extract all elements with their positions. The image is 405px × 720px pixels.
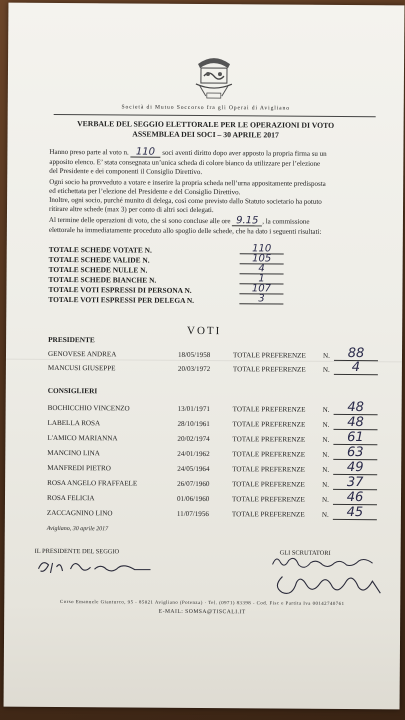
intro-line-2: apposito elenco. E’ stata consegnata un’unica scheda di colore bianco da utilizzare per l’elezione xyxy=(49,157,321,168)
votes-handwritten: 63 xyxy=(333,447,377,460)
candidate-name: L'AMICO MARIANNA xyxy=(47,433,118,443)
total-value-handwritten: 1 xyxy=(240,274,284,284)
candidate-name: ZACCAGNINO LINO xyxy=(46,508,113,518)
candidate-name: GENOVESE ANDREA xyxy=(47,349,117,359)
votes-handwritten: 48 xyxy=(333,417,377,430)
intro-text: , la commissione xyxy=(262,217,310,226)
candidate-row xyxy=(46,504,387,523)
footer-address: Corso Emanuele Gianturco, 95 - 85021 Avigliano (Potenza) · Tel. (0971) 83398 - Cod. Fisc e Partita Iva 00142740761 xyxy=(60,600,345,607)
candidate-birthdate: 11/07/1956 xyxy=(176,509,209,519)
preferences-label: TOTALE PREFERENZE xyxy=(231,495,305,504)
document-subtitle: ASSEMBLEA DEI SOCI – 30 APRILE 2017 xyxy=(132,129,279,140)
votes-handwritten: 45 xyxy=(333,507,377,520)
total-value-handwritten: 110 xyxy=(240,244,284,254)
candidate-birthdate: 26/07/1960 xyxy=(177,479,210,489)
total-label: TOTALE SCHEDE BIANCHE N. xyxy=(48,274,157,285)
candidate-name: MANCUSI GIUSEPPE xyxy=(47,363,116,373)
candidate-name: MANCINO LINA xyxy=(47,448,100,458)
votes-handwritten: 4 xyxy=(334,362,378,375)
document-title: VERBALE DEL SEGGIO ELETTORALE PER LE OPERAZIONI DI VOTO xyxy=(77,119,335,130)
scrutineers-signature-label: GLI SCRUTATORI xyxy=(279,549,331,557)
votes-handwritten: 46 xyxy=(333,492,377,505)
number-label: N. xyxy=(322,450,330,459)
candidate-name: ROSA ANGELO FRAFFAELE xyxy=(47,478,138,488)
total-label: TOTALE SCHEDE NULLE N. xyxy=(48,264,148,275)
number-label: N. xyxy=(322,420,330,429)
preferences-label: TOTALE PREFERENZE xyxy=(232,450,306,459)
number-label: N. xyxy=(322,465,330,474)
preferences-label: TOTALE PREFERENZE xyxy=(232,435,306,444)
intro-line-7: ritirare altre schede (max 3) per conto di altri soci delegati. xyxy=(48,204,214,215)
society-emblem-icon xyxy=(192,50,236,100)
candidate-birthdate: 13/01/1971 xyxy=(177,404,210,414)
total-value-handwritten: 105 xyxy=(240,254,284,264)
intro-line-3: del Presidente e dei componenti il Consiglio Direttivo. xyxy=(49,166,203,176)
preferences-label: TOTALE PREFERENZE xyxy=(232,420,306,429)
votes-handwritten: 49 xyxy=(333,462,377,475)
total-label: TOTALE VOTI ESPRESSI DI PERSONA N. xyxy=(48,284,192,295)
total-label: TOTALE SCHEDE VOTATE N. xyxy=(48,244,152,255)
votes-heading: VOTI xyxy=(186,324,222,338)
candidate-name: BOCHICCHIO VINCENZO xyxy=(47,403,130,413)
preferences-label: TOTALE PREFERENZE xyxy=(232,480,305,489)
closing-time-handwritten: 9.15 xyxy=(232,217,262,227)
intro-line-5: ed etichettata per l’elezione del Presidente e del Consiglio Direttivo. xyxy=(49,186,241,197)
total-label: TOTALE VOTI ESPRESSI PER DELEGA N. xyxy=(48,294,195,305)
preferences-label: TOTALE PREFERENZE xyxy=(231,510,305,519)
candidate-birthdate: 28/10/1961 xyxy=(177,419,210,429)
president-signature-label: IL PRESIDENTE DEL SEGGIO xyxy=(34,547,120,556)
candidate-birthdate: 20/02/1974 xyxy=(177,434,210,444)
intro-text: Hanno preso parte al voto n. xyxy=(49,147,129,157)
votes-handwritten: 61 xyxy=(333,432,377,445)
candidate-birthdate: 24/05/1964 xyxy=(177,464,210,474)
candidate-birthdate: 20/03/1972 xyxy=(177,364,211,374)
total-value-handwritten: 3 xyxy=(239,294,283,304)
place-and-date: Avigliano, 30 aprile 2017 xyxy=(46,525,109,533)
number-label: N. xyxy=(321,495,329,504)
footer-email: E-MAIL: SOMSA@TISCALI.IT xyxy=(158,608,246,616)
intro-text: soci aventi diritto dopo aver apposto la propria firma su un xyxy=(162,148,327,158)
candidate-name: ROSA FELICIA xyxy=(46,493,95,503)
president-section-heading: PRESIDENTE xyxy=(48,334,95,345)
header-divider xyxy=(54,114,376,117)
total-label: TOTALE SCHEDE VALIDE N. xyxy=(48,254,150,265)
intro-line-4: Ogni socio ha provveduto a votare e inserire la propria scheda nell’urna appositamente predisposta xyxy=(49,177,326,188)
preferences-label: TOTALE PREFERENZE xyxy=(232,351,306,360)
preferences-label: TOTALE PREFERENZE xyxy=(232,465,306,474)
society-name: Società di Mutuo Soccorso fra gli Operai di Avigliano xyxy=(121,104,290,112)
number-label: N. xyxy=(322,435,330,444)
number-label: N. xyxy=(322,480,330,489)
number-label: N. xyxy=(322,351,330,360)
candidate-birthdate: 01/06/1960 xyxy=(176,494,210,504)
president-signature xyxy=(34,555,154,578)
candidate-birthdate: 18/05/1958 xyxy=(177,350,211,360)
votes-handwritten: 37 xyxy=(333,477,377,490)
document-sheet xyxy=(4,3,405,710)
intro-text: Al termine delle operazioni di voto, che si sono concluse alle ore xyxy=(48,215,231,226)
preferences-label: TOTALE PREFERENZE xyxy=(232,365,306,374)
intro-line-9: elettorale ha immediatamente proceduto allo spoglio delle schede, che ha dato i seguenti risultati: xyxy=(48,225,322,236)
intro-line-6: Inoltre, ogni socio, purché munito di delega, così come previsto dallo Statuto societario ha potuto xyxy=(49,195,322,206)
total-value-handwritten: 107 xyxy=(239,284,283,294)
scrutineers-signatures xyxy=(262,549,392,603)
candidate-name: MANFREDI PIETRO xyxy=(47,463,111,473)
council-section-heading: CONSIGLIERI xyxy=(47,385,98,396)
candidate-birthdate: 24/01/1962 xyxy=(177,449,210,459)
voters-count-handwritten: 110 xyxy=(130,148,160,158)
votes-handwritten: 48 xyxy=(334,402,378,415)
number-label: N. xyxy=(322,405,330,414)
preferences-label: TOTALE PREFERENZE xyxy=(232,405,306,414)
candidate-name: LABELLA ROSA xyxy=(47,418,101,428)
total-value-handwritten: 4 xyxy=(240,264,284,274)
candidate-row xyxy=(47,360,388,378)
number-label: N. xyxy=(322,365,330,374)
votes-handwritten: 88 xyxy=(334,348,378,361)
number-label: N. xyxy=(321,510,329,519)
